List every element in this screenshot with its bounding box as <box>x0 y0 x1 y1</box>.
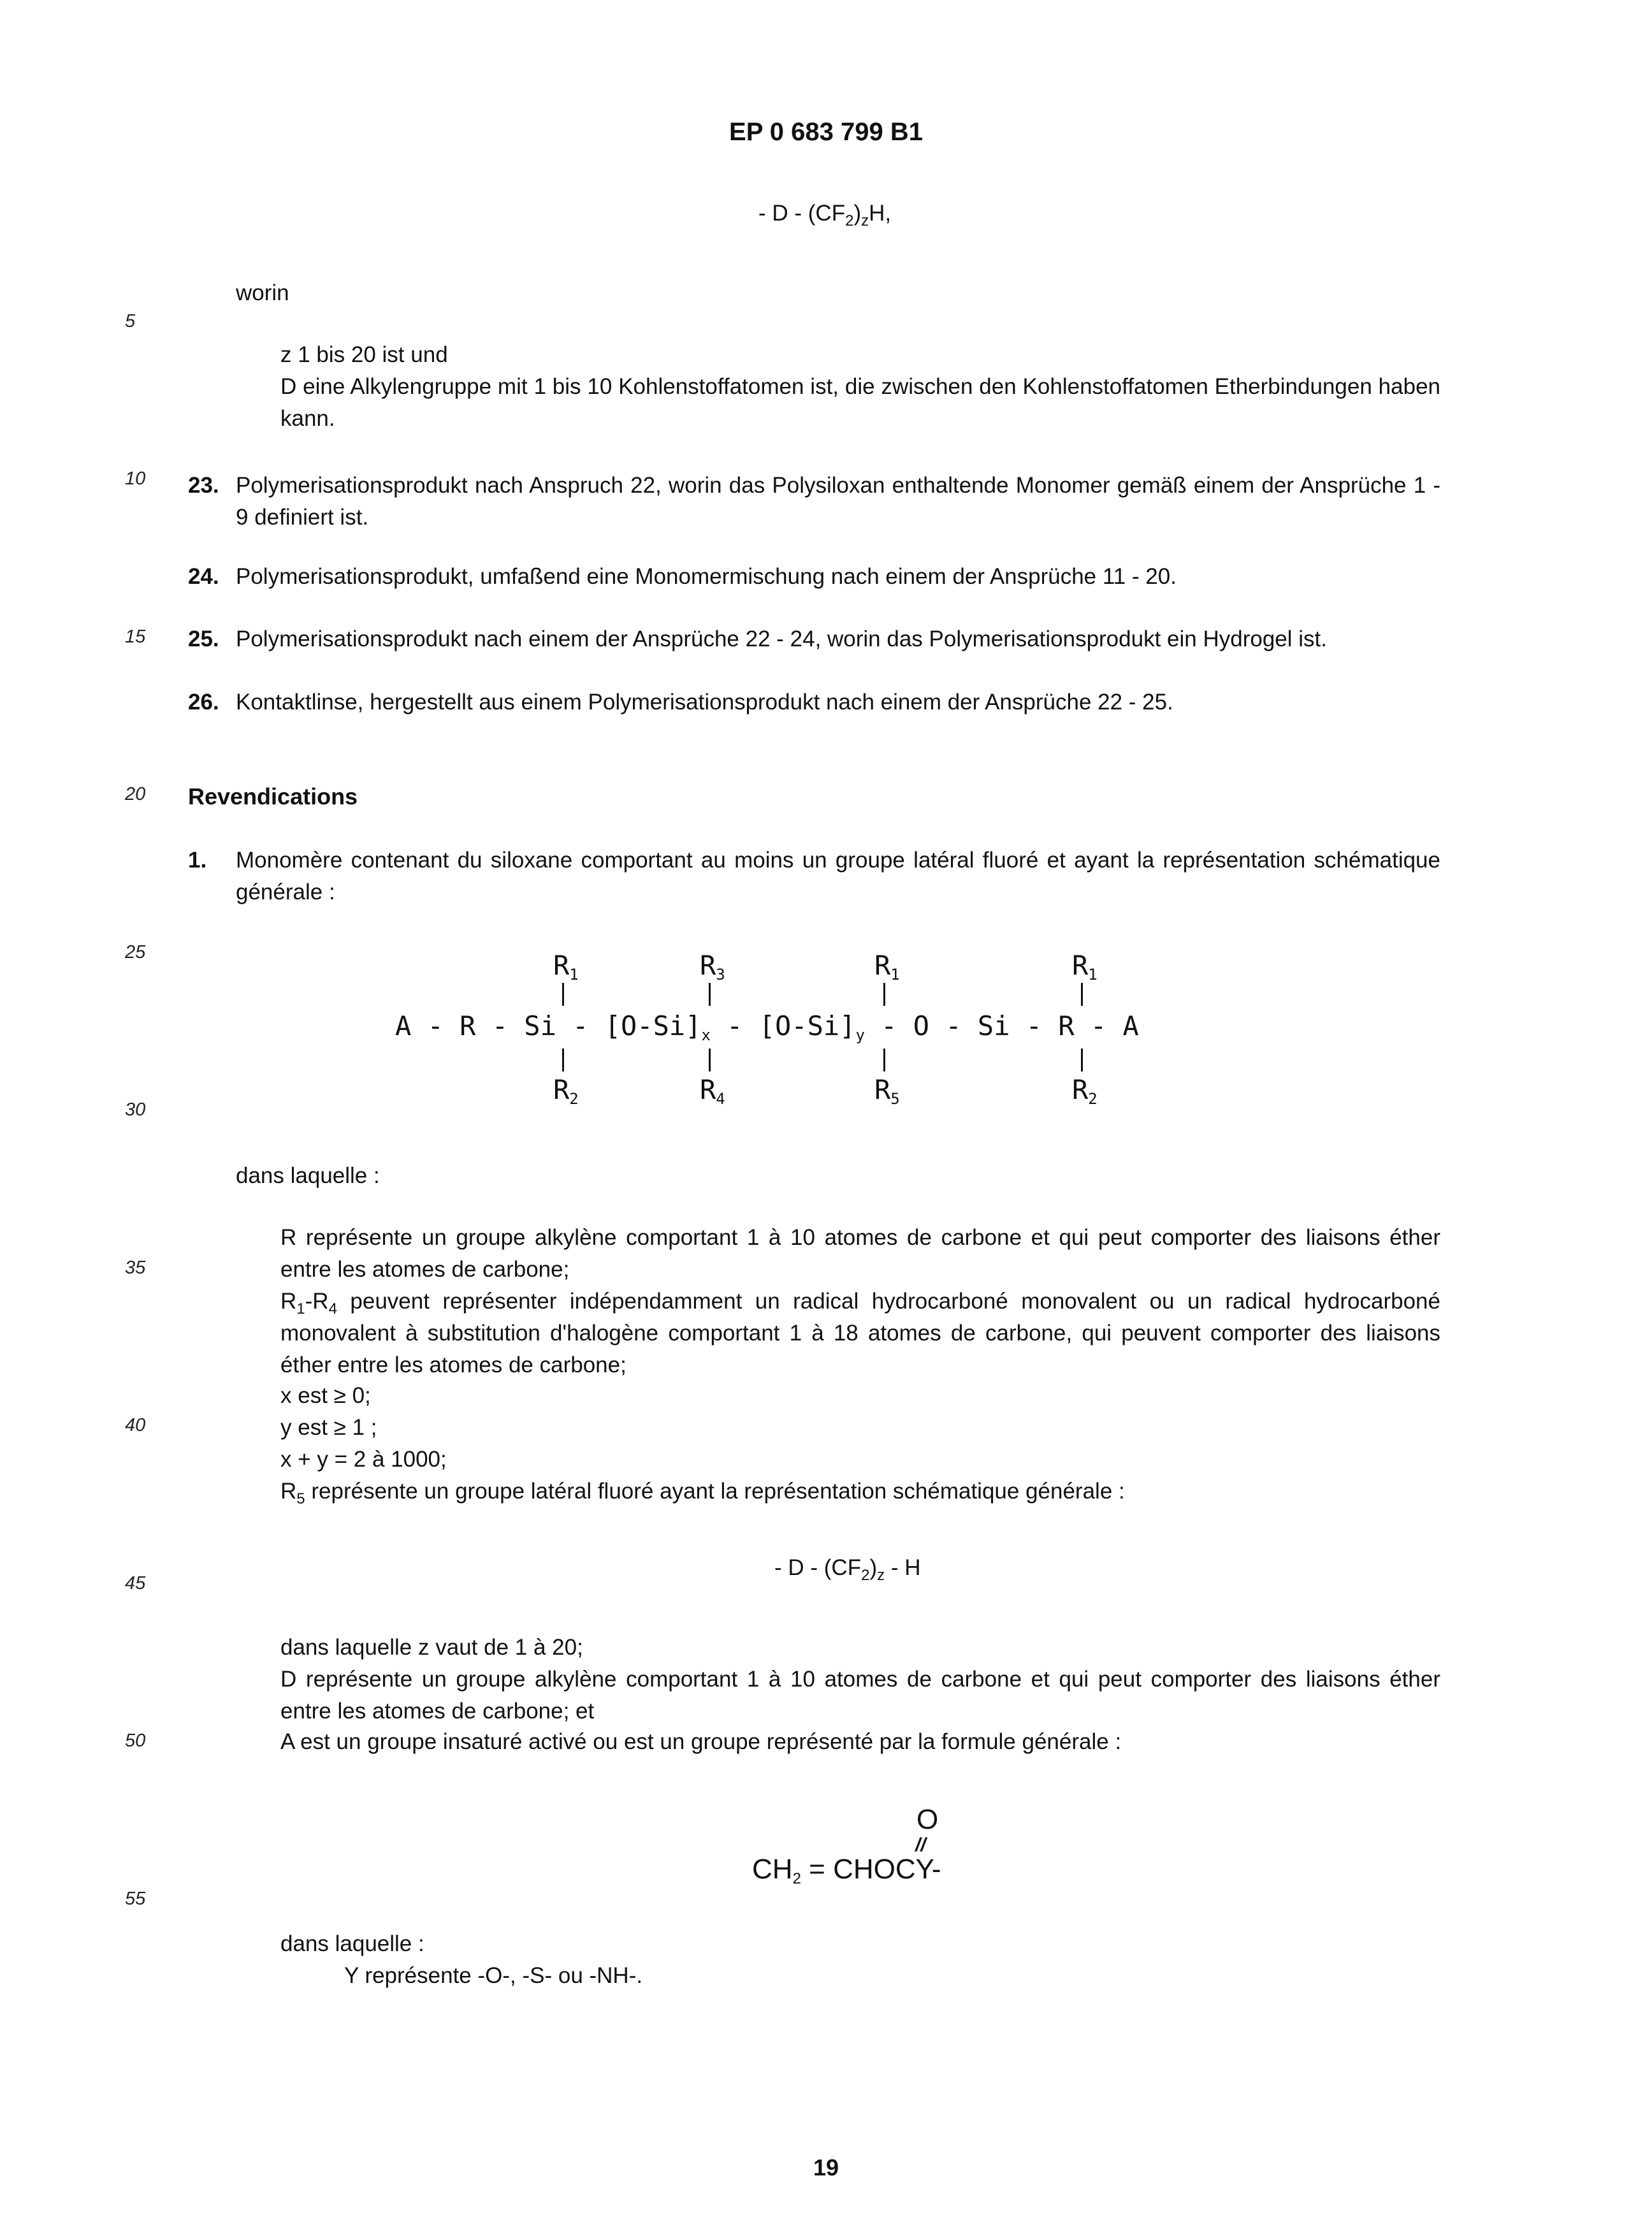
formula-fluoro-side: - D - $(CF_2)_z$ - H <box>774 1555 921 1584</box>
substituent-r2: $R_2$ <box>1072 1074 1098 1108</box>
line-number: 15 <box>125 627 146 647</box>
definition-r5: $R_5$ représente un groupe latéral fluoré ayant la représentation schématique générale : <box>280 1479 1125 1507</box>
bond-line <box>1081 1049 1083 1071</box>
line-number: 10 <box>125 468 146 489</box>
claim-number: 1. <box>188 848 207 873</box>
line-number: 40 <box>125 1415 146 1435</box>
formula-chain: $CH_2$ = CHOCY- <box>752 1854 941 1887</box>
line-number: 25 <box>125 942 146 962</box>
claim-number: 23. <box>188 473 219 498</box>
bond-line <box>709 983 711 1006</box>
dans-laquelle-label: dans laquelle : <box>236 1163 380 1188</box>
line-number: 45 <box>125 1573 146 1594</box>
dans-laquelle-label: dans laquelle : <box>280 1931 424 1956</box>
bond-line <box>709 1049 711 1071</box>
definition-x-plus-y: x + y = 2 à 1000; <box>280 1447 447 1472</box>
definition-x: x est ≥ 0; <box>280 1383 371 1408</box>
formula-unsaturated-group <box>752 1804 1007 1899</box>
substituent-r1: $R_1$ <box>553 950 579 984</box>
claim-text: Monomère contenant du siloxane comportant au moins un groupe latéral fluoré et ayant la représentation schématique générale : <box>236 848 1440 904</box>
formula-fluoro-top: - D - $(CF_2)_zH$, <box>758 201 892 229</box>
definition-d-fr: D représente un groupe alkylène comportant 1 à 10 atomes de carbone et qui peut comporter des liaisons éther entre les atomes de carbone; et <box>280 1667 1440 1724</box>
definition-z: z 1 bis 20 ist und <box>280 342 448 367</box>
siloxane-structure <box>395 950 1287 1115</box>
definition-r1-r4: $R_1-R_4$ peuvent représenter indépendamment un radical hydrocarboné monovalent ou un radical hydrocarboné monovalent à substitution d'halogène comportant 1 à 18 atomes de carbone, qui peuvent comporter des liaisons éther entre les atomes de carbone; <box>280 1289 1440 1377</box>
definition-r: R représente un groupe alkylène comportant 1 à 10 atomes de carbone et qui peut comporter des liaisons éther entre les atomes de carbone; <box>280 1225 1440 1282</box>
patent-number: EP 0 683 799 B1 <box>729 118 923 146</box>
bond-line <box>562 983 564 1006</box>
definition-d: D eine Alkylengruppe mit 1 bis 10 Kohlenstoffatomen ist, die zwischen den Kohlenstoffatomen Etherbindungen haben kann. <box>280 374 1440 431</box>
substituent-r1: $R_1$ <box>874 950 900 984</box>
claim-number: 26. <box>188 690 219 715</box>
bond-line <box>883 1049 885 1071</box>
definition-z-fr: dans laquelle z vaut de 1 à 20; <box>280 1635 583 1660</box>
substituent-r1: $R_1$ <box>1072 950 1098 984</box>
bond-line <box>562 1049 564 1071</box>
claim-text: Polymerisationsprodukt nach Anspruch 22, worin das Polysiloxan enthaltende Monomer gemäß einem der Ansprüche 1 - 9 definiert ist. <box>236 473 1440 530</box>
substituent-r5: $R_5$ <box>874 1074 900 1108</box>
line-number: 55 <box>125 1889 146 1909</box>
line-number: 35 <box>125 1258 146 1278</box>
line-number: 5 <box>125 311 136 331</box>
substituent-r4: $R_4$ <box>700 1074 725 1108</box>
line-number: 50 <box>125 1731 146 1751</box>
bond-line <box>1081 983 1083 1006</box>
double-bond: // <box>915 1834 926 1855</box>
line-number: 20 <box>125 784 146 804</box>
section-heading: Revendications <box>188 783 358 809</box>
definition-y: y est ≥ 1 ; <box>280 1415 377 1440</box>
claim-text: Kontaktlinse, hergestellt aus einem Polymerisationsprodukt nach einem der Ansprüche 22 - 25. <box>236 690 1173 715</box>
definition-a: A est un groupe insaturé activé ou est un groupe représenté par la formule générale : <box>280 1729 1122 1754</box>
claim-text: Polymerisationsprodukt, umfaßend eine Monomermischung nach einem der Ansprüche 11 - 20. <box>236 564 1177 589</box>
substituent-r2: $R_2$ <box>553 1074 579 1108</box>
line-number: 30 <box>125 1100 146 1120</box>
claim-number: 24. <box>188 564 219 589</box>
siloxane-backbone: A - R - Si - $[O-Si]_x - [O-Si]_y$ - O - Si - R - A <box>395 1010 1139 1044</box>
page-number: 19 <box>813 2154 839 2181</box>
worin-label: worin <box>236 280 289 305</box>
substituent-r3: $R_3$ <box>700 950 725 984</box>
definition-y-group: Y représente -O-, -S- ou -NH-. <box>344 1963 643 1988</box>
bond-line <box>883 983 885 1006</box>
claim-text: Polymerisationsprodukt nach einem der Ansprüche 22 - 24, worin das Polymerisationsprodukt ein Hydrogel ist. <box>236 627 1327 651</box>
oxygen-atom: O <box>917 1804 939 1835</box>
claim-number: 25. <box>188 627 219 651</box>
